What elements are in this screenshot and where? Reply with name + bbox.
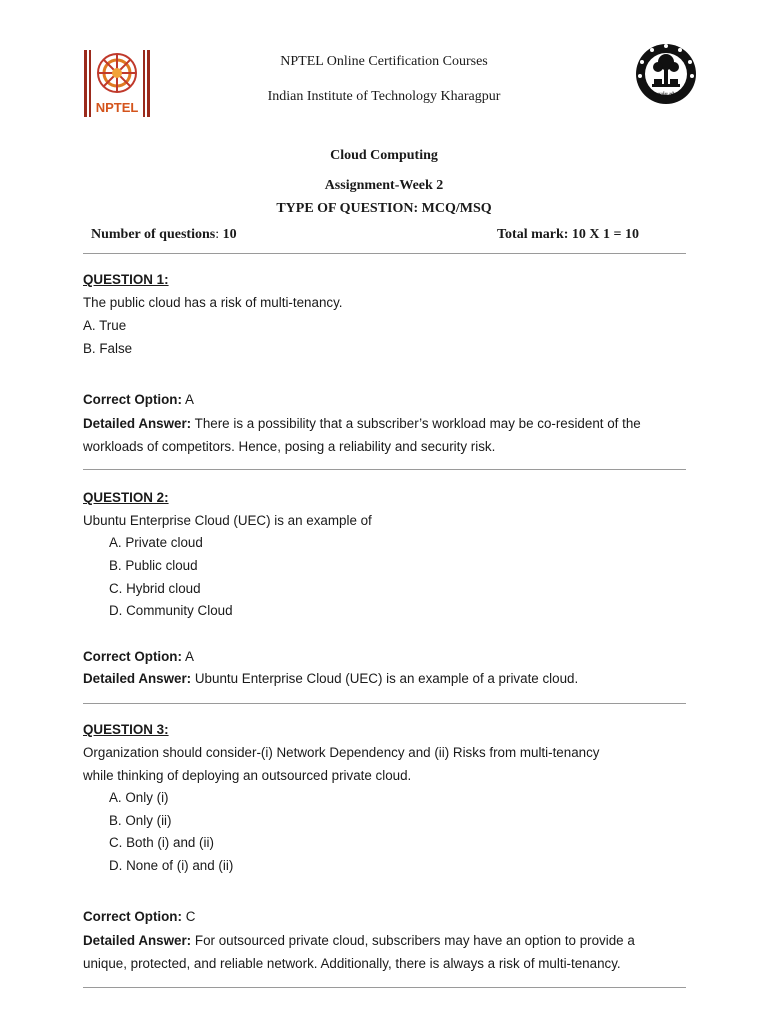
question-text: Ubuntu Enterprise Cloud (UEC) is an example of xyxy=(83,513,372,528)
correct-option-label: Correct Option: xyxy=(83,392,182,407)
iit-logo-motto: योगः कर्मसु कौशलम् xyxy=(647,92,685,98)
detailed-answer xyxy=(83,933,635,948)
detailed-answer-label: Detailed Answer: xyxy=(83,416,192,431)
option-a: A. Only (i) xyxy=(109,790,169,805)
num-questions-sep: : xyxy=(215,227,220,242)
org-line: NPTEL Online Certification Courses xyxy=(280,54,488,69)
correct-option xyxy=(83,392,194,407)
detailed-answer-label: Detailed Answer: xyxy=(83,671,192,686)
question-text: The public cloud has a risk of multi-tenancy. xyxy=(83,295,343,310)
option-d: D. None of (i) and (ii) xyxy=(109,858,234,873)
detailed-answer-label: Detailed Answer: xyxy=(83,933,192,948)
number-of-questions xyxy=(91,227,237,243)
divider xyxy=(83,703,686,704)
question-heading: QUESTION 3: xyxy=(83,722,169,737)
correct-option-label: Correct Option: xyxy=(83,649,182,664)
correct-option-label: Correct Option: xyxy=(83,909,182,924)
question-heading: QUESTION 1: xyxy=(83,272,169,287)
correct-option xyxy=(83,649,194,664)
option-c: C. Both (i) and (ii) xyxy=(109,835,214,850)
course-title: Cloud Computing xyxy=(330,148,438,163)
divider xyxy=(83,469,686,470)
correct-option-value: C xyxy=(185,909,196,924)
num-questions-label: Number of questions xyxy=(91,227,216,242)
detailed-answer-continued: workloads of competitors. Hence, posing a reliability and security risk. xyxy=(83,439,496,454)
detailed-answer-text: There is a possibility that a subscriber’s workload may be co-resident of the xyxy=(194,416,641,431)
divider xyxy=(83,253,686,254)
question-text-continued: while thinking of deploying an outsourced private cloud. xyxy=(83,768,412,783)
detailed-answer-continued: unique, protected, and reliable network. Additionally, there is always a risk of multi-tenancy. xyxy=(83,956,621,971)
detailed-answer-text: For outsourced private cloud, subscribers may have an option to provide a xyxy=(194,933,635,948)
option-b: B. False xyxy=(83,341,133,356)
institute-line: Indian Institute of Technology Kharagpur xyxy=(267,89,501,104)
detailed-answer xyxy=(83,416,641,431)
correct-option xyxy=(83,909,195,924)
option-d: D. Community Cloud xyxy=(109,603,233,618)
question-heading: QUESTION 2: xyxy=(83,490,169,505)
question-text: Organization should consider-(i) Network Dependency and (ii) Risks from multi-tenancy xyxy=(83,745,600,760)
option-a: A. True xyxy=(83,318,127,333)
nptel-logo-text: NPTEL xyxy=(95,100,139,115)
total-mark: Total mark: 10 X 1 = 10 xyxy=(497,227,640,242)
option-b: B. Public cloud xyxy=(109,558,198,573)
assignment-title: Assignment-Week 2 xyxy=(324,178,444,193)
option-c: C. Hybrid cloud xyxy=(109,581,201,596)
detailed-answer xyxy=(83,671,578,686)
correct-option-value: A xyxy=(184,392,194,407)
num-questions-value: 10 xyxy=(222,227,237,242)
divider xyxy=(83,987,686,988)
option-b: B. Only (ii) xyxy=(109,813,172,828)
detailed-answer-text: Ubuntu Enterprise Cloud (UEC) is an example of a private cloud. xyxy=(194,671,579,686)
correct-option-value: A xyxy=(184,649,194,664)
option-a: A. Private cloud xyxy=(109,535,203,550)
question-type: TYPE OF QUESTION: MCQ/MSQ xyxy=(276,201,492,216)
